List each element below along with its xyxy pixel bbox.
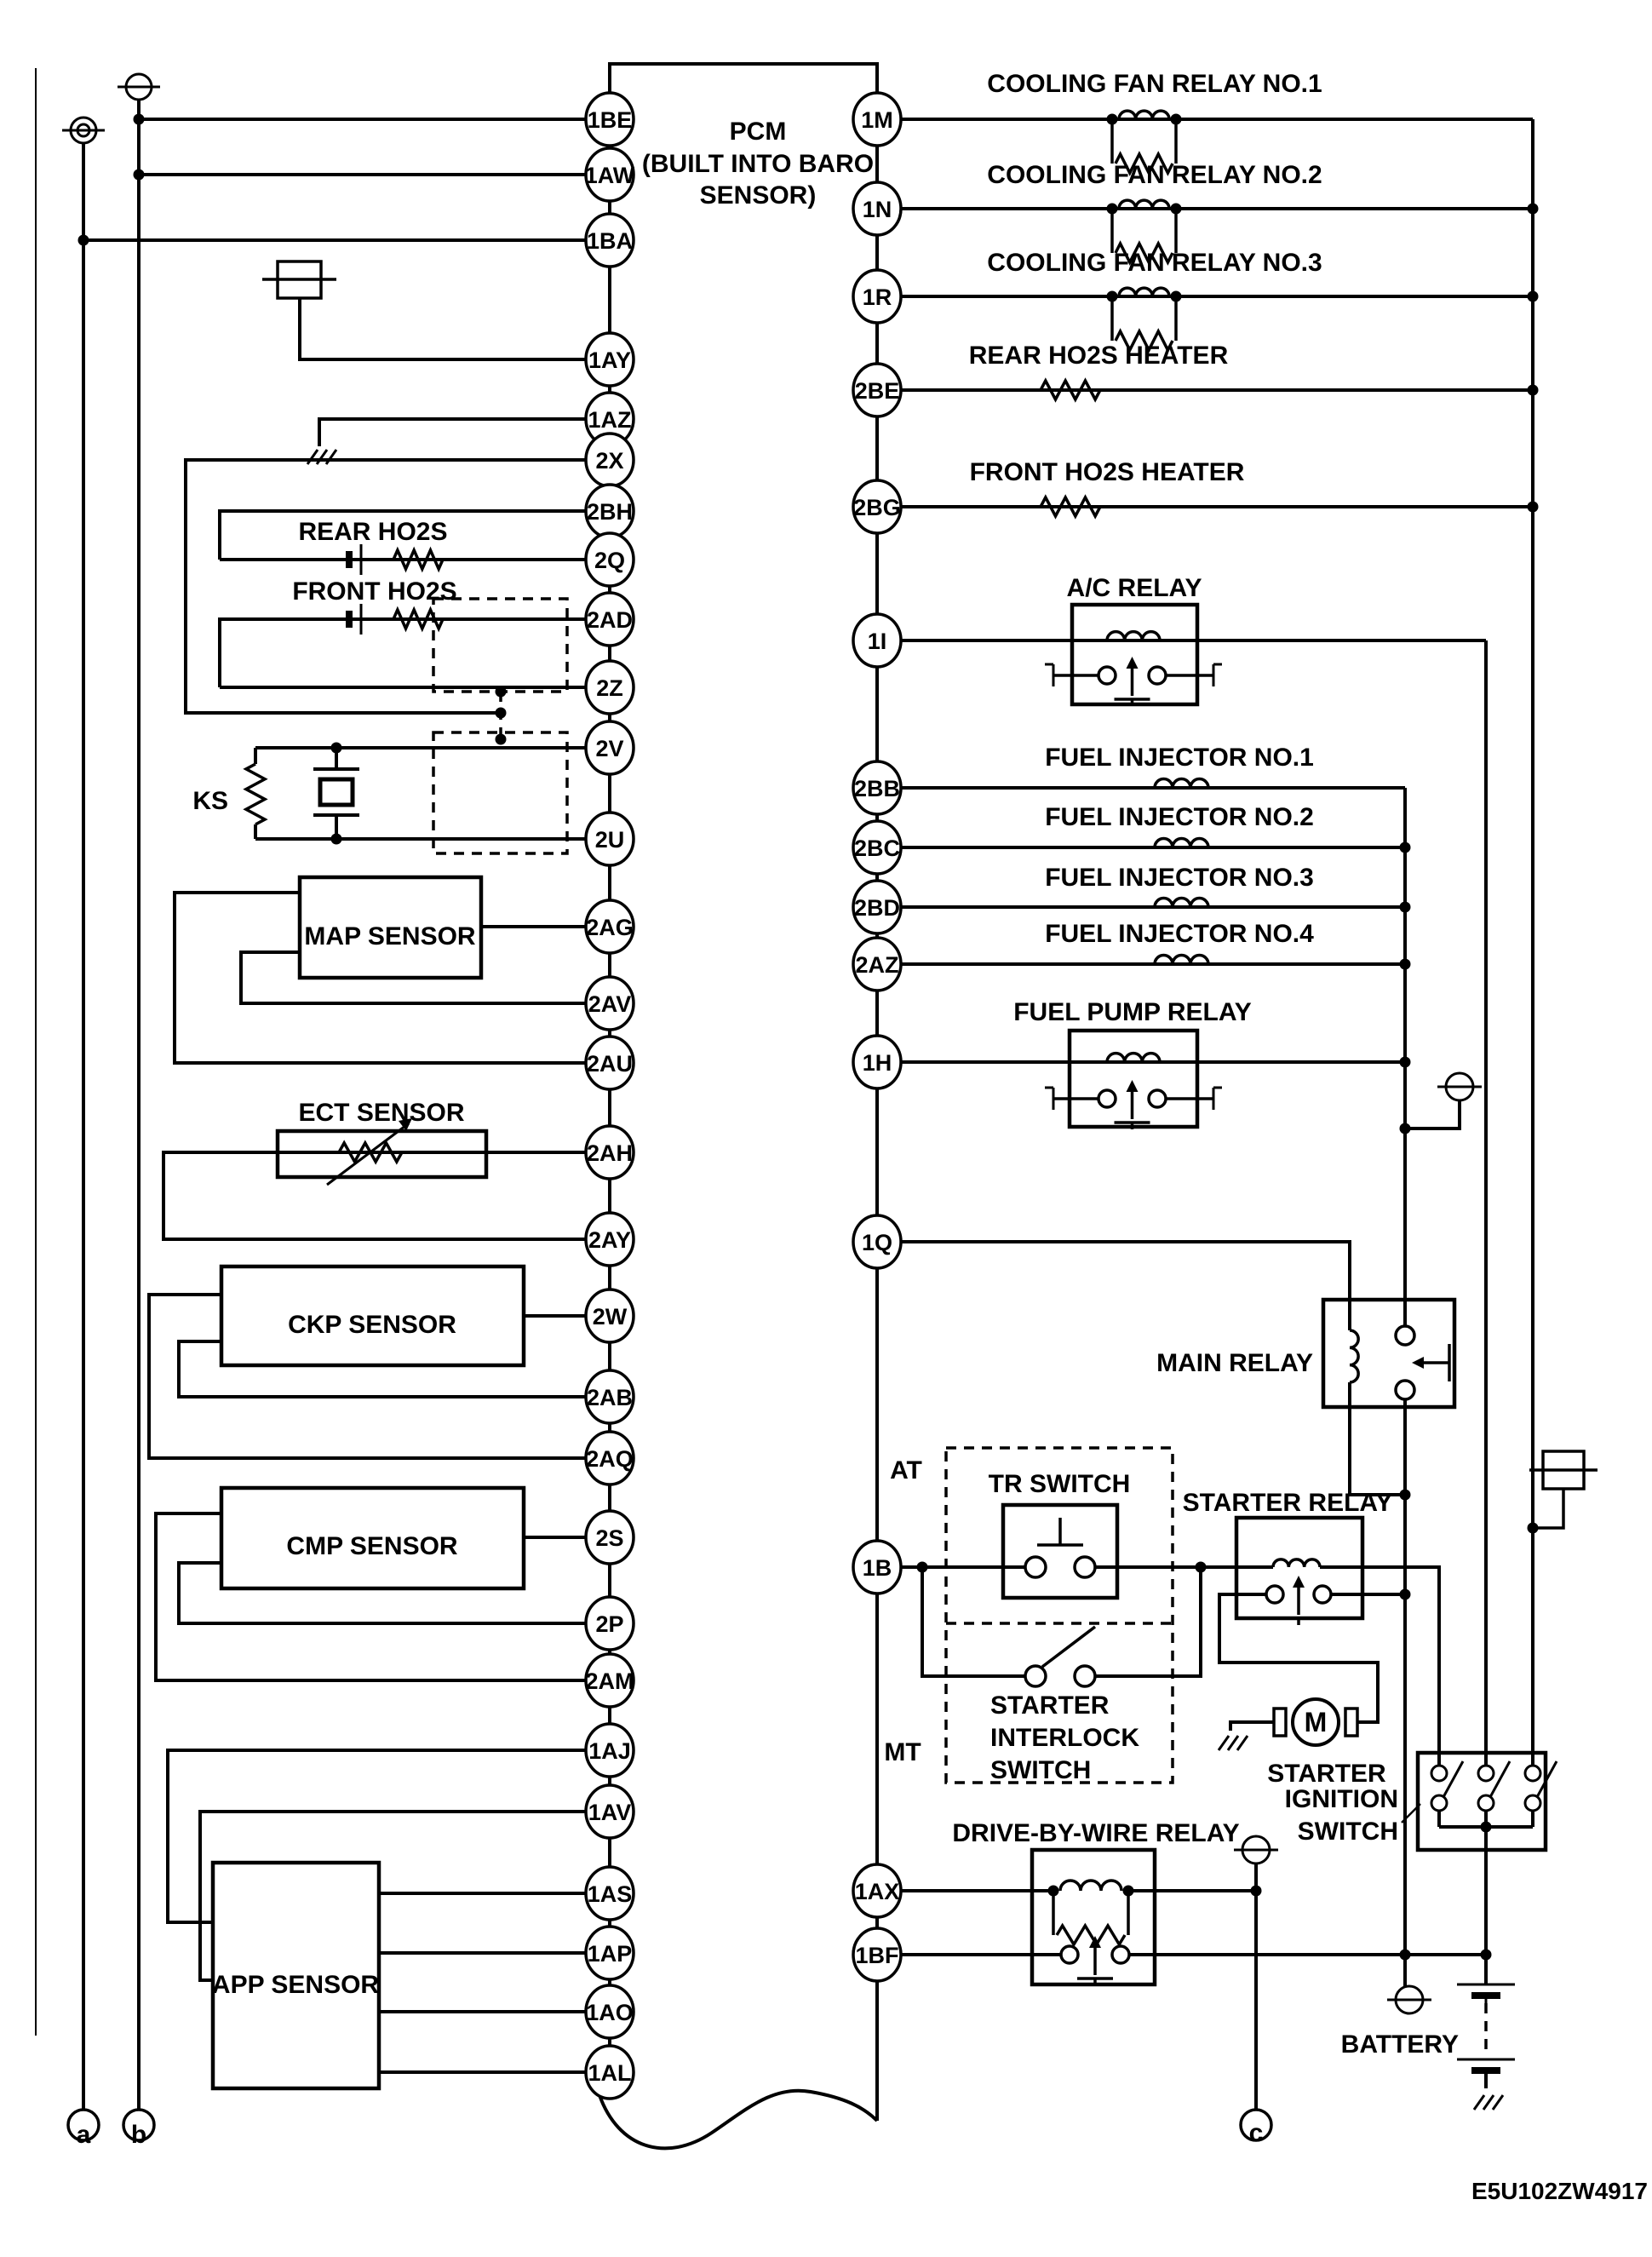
- pcm-pin-1h: [853, 1036, 901, 1088]
- junction-dot: [1528, 502, 1539, 513]
- pcm-pin-1aw: [585, 148, 635, 201]
- junction-dot: [1123, 1886, 1134, 1897]
- pin-label-2ad: 2AD: [586, 607, 634, 633]
- starter-relay-label: STARTER RELAY: [1182, 1489, 1393, 1517]
- pcm-pin-1i: [853, 614, 901, 667]
- starter-motor-tab-l: [1274, 1709, 1286, 1736]
- pin-label-1ay: 1AY: [588, 347, 632, 373]
- dbw-relay-contacts: [1035, 1936, 1155, 1985]
- pin-label-1b: 1B: [862, 1555, 892, 1581]
- junction-dot: [1107, 291, 1118, 302]
- cooling-fan-relay-2-label: COOLING FAN RELAY NO.2: [987, 161, 1322, 189]
- ect-sensor-label: ECT SENSOR: [298, 1099, 465, 1127]
- pin-label-1ax: 1AX: [854, 1879, 900, 1904]
- starter-relay-contacts-armature-arrow-head: [1293, 1576, 1305, 1588]
- pin-label-1h: 1H: [862, 1050, 892, 1076]
- ac-relay-label: A/C RELAY: [1066, 574, 1202, 602]
- pcm-pin-2q: [586, 533, 634, 586]
- junction-dot: [1528, 204, 1539, 215]
- pin-label-1m: 1M: [861, 107, 893, 133]
- interlock-out: [1095, 1567, 1201, 1676]
- pin-label-2bg: 2BG: [853, 495, 901, 520]
- pcm-pin-2bc: [853, 821, 901, 874]
- wire-1q: [901, 1242, 1350, 1330]
- starter-ground-slash: [1237, 1736, 1248, 1750]
- main-relay-box: [1323, 1300, 1454, 1407]
- starter-interlock-line1: STARTER: [990, 1691, 1110, 1720]
- pin-label-2bh: 2BH: [586, 499, 634, 525]
- splice-dbw: [1234, 1836, 1278, 1864]
- ac-relay-contacts-armature-arrow-head: [1127, 657, 1139, 669]
- pcm-pin-2bg: [853, 480, 901, 533]
- junction-dot: [1400, 902, 1411, 913]
- pin-label-2be: 2BE: [854, 378, 900, 404]
- splice-stub-fp: [1405, 1100, 1460, 1128]
- ckp-sensor-label: CKP SENSOR: [288, 1311, 456, 1339]
- ac-relay-contacts-contact-r: [1149, 667, 1166, 684]
- ground-1az-slash: [317, 450, 327, 464]
- pcm-pin-1r: [853, 270, 901, 323]
- ks-shield-box: [433, 732, 567, 853]
- pcm-pin-2p: [586, 1597, 634, 1650]
- ignition-switch-poles-top-2: [1525, 1766, 1540, 1781]
- ignition-switch-poles-lever-0: [1443, 1761, 1463, 1797]
- interlock-contact-r: [1075, 1666, 1095, 1686]
- pin-label-2s: 2S: [595, 1525, 624, 1551]
- battery-ground: [1474, 2095, 1503, 2110]
- wire-2ad: [220, 619, 586, 687]
- pin-label-2ab: 2AB: [586, 1385, 634, 1410]
- ks-label: KS: [192, 787, 228, 815]
- main-relay-coil: [1350, 1330, 1358, 1382]
- junction-dot: [1171, 114, 1182, 125]
- dbw-relay-contacts-contact-r: [1112, 1946, 1129, 1963]
- starter-ground-slash: [1219, 1736, 1229, 1750]
- dbw-relay-contacts-contact-l: [1061, 1946, 1078, 1963]
- pin-label-2ah: 2AH: [586, 1140, 634, 1166]
- pcm-pin-2x: [586, 434, 634, 486]
- pin-label-1aw: 1AW: [584, 163, 635, 188]
- fuel-pump-relay-contacts-prong-l: [1045, 1088, 1053, 1110]
- drive-by-wire-relay-label: DRIVE-BY-WIRE RELAY: [952, 1819, 1240, 1847]
- starter-ground: [1219, 1736, 1248, 1750]
- junction-dot: [1251, 1886, 1262, 1897]
- pin-label-2u: 2U: [594, 827, 625, 853]
- fuel-injector-1-label: FUEL INJECTOR NO.1: [1045, 744, 1314, 772]
- junction-dot: [331, 743, 342, 754]
- connector-c-label: c: [1248, 2119, 1264, 2147]
- starter-relay-coil: [1273, 1559, 1320, 1567]
- pcm-pin-1aj: [586, 1724, 634, 1777]
- pcm-pin-1n: [853, 182, 901, 235]
- pin-label-1i: 1I: [867, 629, 887, 654]
- cmp-sensor-label: CMP SENSOR: [286, 1532, 458, 1560]
- pin-label-2w: 2W: [592, 1304, 628, 1330]
- pcm-pin-2av: [586, 977, 634, 1030]
- pin-label-2bc: 2BC: [853, 836, 901, 861]
- pin-label-1as: 1AS: [587, 1881, 633, 1907]
- pin-label-2ay: 2AY: [588, 1227, 632, 1253]
- tr-switch-contact-l: [1025, 1557, 1046, 1577]
- ignition-switch-poles-lever-1: [1490, 1761, 1510, 1797]
- fuel-injector-4-label: FUEL INJECTOR NO.4: [1045, 920, 1314, 948]
- drive-by-wire-relay-box: [1032, 1850, 1155, 1984]
- pcm-bottom-wavy-line: [599, 2091, 877, 2149]
- ground-1az-slash: [307, 450, 318, 464]
- main-relay-switch-arrowhead: [1412, 1357, 1424, 1369]
- junction-dot: [1400, 1950, 1411, 1961]
- starter-interlock-line3: SWITCH: [990, 1756, 1092, 1784]
- body-ground-terminal-b: [118, 74, 160, 100]
- pin-label-2au: 2AU: [586, 1051, 634, 1077]
- inline-connector-fuse: [1529, 1451, 1598, 1489]
- connector-a-label: a: [76, 2121, 91, 2149]
- front-ho2s-resistor: [393, 610, 443, 629]
- pcm-pin-2z: [586, 661, 634, 714]
- pin-label-2q: 2Q: [594, 548, 626, 573]
- junction-dot: [917, 1562, 928, 1573]
- motor-ground-wire: [1230, 1722, 1274, 1731]
- starter-ground-slash: [1228, 1736, 1238, 1750]
- main-relay-switch-contact-bottom: [1396, 1381, 1414, 1399]
- junction-dot: [1528, 291, 1539, 302]
- fuel-pump-relay-contacts-armature-arrow-head: [1127, 1080, 1139, 1092]
- pcm-pin-2ay: [586, 1213, 634, 1266]
- pcm-pin-2ag: [586, 900, 634, 953]
- cooling-fan-relay-3-label: COOLING FAN RELAY NO.3: [987, 249, 1322, 277]
- ignition-switch-line2: SWITCH: [1297, 1818, 1398, 1846]
- pin-label-2v: 2V: [595, 736, 624, 761]
- tr-switch-label: TR SWITCH: [988, 1470, 1131, 1498]
- pin-label-2bd: 2BD: [853, 895, 901, 921]
- dbw-relay-coil-coil: [1060, 1881, 1121, 1891]
- dbw-relay-coil-resistor: [1057, 1926, 1125, 1944]
- pcm-label-line-3: SENSOR): [699, 181, 817, 210]
- mt-label: MT: [884, 1738, 921, 1766]
- junction-dot: [1528, 1523, 1539, 1534]
- junction-dot: [1400, 842, 1411, 853]
- main-relay-switch: [1396, 1326, 1449, 1399]
- front-ho2s-label: FRONT HO2S: [292, 577, 457, 606]
- pin-label-1az: 1AZ: [588, 407, 632, 433]
- pcm-pin-2w: [586, 1289, 634, 1342]
- starter-motor: [1274, 1699, 1357, 1745]
- pcm-pin-1ay: [586, 333, 634, 386]
- junction-dot: [1481, 1822, 1492, 1833]
- junction-dot: [1400, 1123, 1411, 1134]
- junction-dot: [1107, 204, 1118, 215]
- pcm-pin-1ao: [586, 1985, 634, 2038]
- pin-label-1ao: 1AO: [586, 2000, 634, 2025]
- pin-label-1av: 1AV: [588, 1800, 632, 1825]
- pcm-label-line-2: (BUILT INTO BARO: [641, 150, 875, 178]
- pcm-pin-2am: [585, 1654, 634, 1707]
- junction-dot: [1400, 1589, 1411, 1600]
- pins-layer: [585, 93, 901, 2099]
- rear-ho2s-heater-resistor: [1041, 381, 1100, 399]
- pcm-pin-1av: [586, 1785, 634, 1838]
- inline-connector-1ay: [262, 261, 336, 298]
- at-label: AT: [890, 1456, 922, 1485]
- pin-label-1be: 1BE: [587, 107, 633, 133]
- rear-ho2s-label: REAR HO2S: [298, 518, 448, 546]
- pcm-pin-1as: [586, 1867, 634, 1920]
- battery-label: BATTERY: [1340, 2030, 1459, 2059]
- pcm-pin-2ad: [586, 593, 634, 646]
- wire-1ay: [300, 298, 586, 359]
- main-relay-label: MAIN RELAY: [1156, 1349, 1313, 1377]
- splice-bf: [1387, 1986, 1431, 2013]
- wire-1az: [319, 419, 586, 446]
- ignition-switch-line1: IGNITION: [1284, 1785, 1398, 1813]
- wire-1aj: [168, 1750, 586, 1922]
- starter-motor-tab-r: [1345, 1709, 1357, 1736]
- pcm-top-bracket: [610, 64, 877, 96]
- junction-dot: [1400, 1057, 1411, 1068]
- ground-1az: [307, 450, 336, 464]
- app-sensor-label: APP SENSOR: [211, 1971, 380, 1999]
- dbw-relay-coil: [1053, 1881, 1128, 1944]
- pin-label-2z: 2Z: [596, 675, 623, 701]
- junction-dot: [134, 114, 145, 125]
- ac-relay-contacts-prong-l: [1045, 664, 1053, 686]
- fuel-pump-relay-contacts-contact-l: [1098, 1090, 1116, 1107]
- tr-switch-actuator: [1037, 1518, 1083, 1545]
- interlock-lever: [1042, 1627, 1095, 1667]
- pin-label-2av: 2AV: [588, 991, 632, 1017]
- splice-fp: [1437, 1073, 1482, 1100]
- junction-dot: [1048, 1886, 1059, 1897]
- pin-label-1r: 1R: [862, 284, 892, 310]
- pcm-pin-2bh: [586, 485, 634, 537]
- pin-label-1ba: 1BA: [586, 228, 634, 254]
- ks-resistor: [246, 764, 265, 824]
- front-ho2s-heater-label: FRONT HO2S HEATER: [969, 458, 1245, 486]
- battery-ground-slash: [1483, 2095, 1494, 2110]
- starter-label: STARTER: [1267, 1760, 1386, 1788]
- pcm-pin-1ap: [586, 1927, 634, 1979]
- interlock-in: [922, 1567, 1025, 1676]
- wire-1av: [200, 1812, 586, 1980]
- figure-code: E5U102ZW4917: [1471, 2178, 1648, 2204]
- pcm-label-line-1: PCM: [729, 118, 787, 146]
- pin-label-2az: 2AZ: [855, 952, 899, 978]
- junction-dot: [496, 686, 507, 698]
- starter-interlock-line2: INTERLOCK: [990, 1724, 1139, 1752]
- pcm-pin-2bd: [853, 881, 901, 933]
- fuel-pump-relay-contacts-contact-r: [1149, 1090, 1166, 1107]
- fuel-pump-relay-contacts-prong-r: [1213, 1088, 1222, 1110]
- pin-label-1bf: 1BF: [855, 1943, 899, 1968]
- junction-dot: [1171, 204, 1182, 215]
- pcm-pin-1m: [853, 93, 901, 146]
- rear-ho2s-heater-label: REAR HO2S HEATER: [968, 342, 1229, 370]
- connector-b-label: b: [130, 2121, 147, 2149]
- map-sensor-label: MAP SENSOR: [304, 922, 476, 950]
- pcm-pin-1al: [586, 2046, 634, 2099]
- interlock-contact-l: [1025, 1666, 1046, 1686]
- pcm-pin-2au: [586, 1037, 634, 1089]
- junction-dot: [496, 708, 507, 719]
- pcm-pin-1ba: [586, 214, 634, 267]
- ignition-switch-poles: [1431, 1761, 1557, 1811]
- ks-piezo-element-crystal: [320, 779, 353, 805]
- pin-label-2am: 2AM: [585, 1668, 634, 1694]
- junction-dot: [1171, 291, 1182, 302]
- junction-dot: [331, 834, 342, 845]
- pcm-pin-2be: [853, 364, 901, 416]
- junction-dot: [1481, 1950, 1492, 1961]
- pin-label-2p: 2P: [595, 1611, 624, 1637]
- pcm-pin-1q: [853, 1215, 901, 1268]
- ignition-switch-poles-top-1: [1478, 1766, 1494, 1781]
- pcm-pin-1b: [853, 1541, 901, 1594]
- pin-label-1q: 1Q: [861, 1230, 893, 1255]
- pin-label-1n: 1N: [862, 197, 892, 222]
- pcm-pin-1bf: [853, 1928, 901, 1981]
- pin-label-1aj: 1AJ: [588, 1738, 631, 1764]
- pcm-pin-2s: [586, 1511, 634, 1564]
- tr-switch-contact-r: [1075, 1557, 1095, 1577]
- starter-motor-m: M: [1304, 1707, 1328, 1737]
- ac-relay-box: [1072, 605, 1197, 704]
- pcm-pin-2bb: [853, 761, 901, 814]
- junction-dot: [1400, 959, 1411, 970]
- pin-label-1al: 1AL: [588, 2060, 632, 2086]
- pin-label-2bb: 2BB: [853, 776, 901, 801]
- fuel-injector-3-label: FUEL INJECTOR NO.3: [1045, 864, 1314, 892]
- ect-loop: [163, 1152, 586, 1239]
- pcm-pin-2u: [586, 813, 634, 865]
- fuel-pump-relay-label: FUEL PUMP RELAY: [1013, 998, 1252, 1026]
- pin-label-2ag: 2AG: [586, 915, 634, 940]
- junction-dot: [496, 734, 507, 745]
- junction-dot: [1196, 1562, 1207, 1573]
- front-ho2s-heater-resistor: [1041, 497, 1100, 516]
- body-ground-terminal-a: [62, 118, 105, 143]
- front-ho2s-shield-box: [433, 599, 567, 692]
- junction-dot: [1400, 1490, 1411, 1501]
- junction-dot: [1528, 385, 1539, 396]
- pcm-pin-2ah: [586, 1126, 634, 1179]
- battery-ground-slash: [1493, 2095, 1503, 2110]
- pcm-pin-2v: [586, 721, 634, 774]
- ks-piezo-element: [313, 769, 359, 815]
- ac-relay-contacts-contact-l: [1098, 667, 1116, 684]
- pin-label-2aq: 2AQ: [586, 1446, 634, 1472]
- ground-1az-slash: [326, 450, 336, 464]
- ignition-switch-poles-top-0: [1431, 1766, 1447, 1781]
- pcm-pin-2ab: [586, 1370, 634, 1423]
- main-relay-coil-return: [1350, 1382, 1405, 1495]
- starter-relay-contacts-contact-l: [1266, 1586, 1283, 1603]
- ac-relay-contacts-prong-r: [1213, 664, 1222, 686]
- pin-label-2x: 2X: [595, 448, 624, 474]
- junction-dot: [1107, 114, 1118, 125]
- main-relay-switch-contact-top: [1396, 1326, 1414, 1345]
- fuel-injector-2-label: FUEL INJECTOR NO.2: [1045, 803, 1314, 831]
- pcm-pin-2aq: [586, 1432, 634, 1485]
- battery-ground-slash: [1474, 2095, 1484, 2110]
- fuse-stub: [1533, 1489, 1563, 1528]
- cooling-fan-relay-1-label: COOLING FAN RELAY NO.1: [987, 70, 1322, 98]
- pcm-pin-1ax: [853, 1864, 901, 1917]
- junction-dot: [134, 169, 145, 181]
- rear-ho2s-resistor: [393, 550, 443, 569]
- pcm-pin-1be: [586, 93, 634, 146]
- junction-dot: [78, 235, 89, 246]
- starter-relay-contacts-contact-r: [1314, 1586, 1331, 1603]
- pin-label-1ap: 1AP: [587, 1941, 633, 1967]
- pcm-pin-2az: [853, 938, 901, 991]
